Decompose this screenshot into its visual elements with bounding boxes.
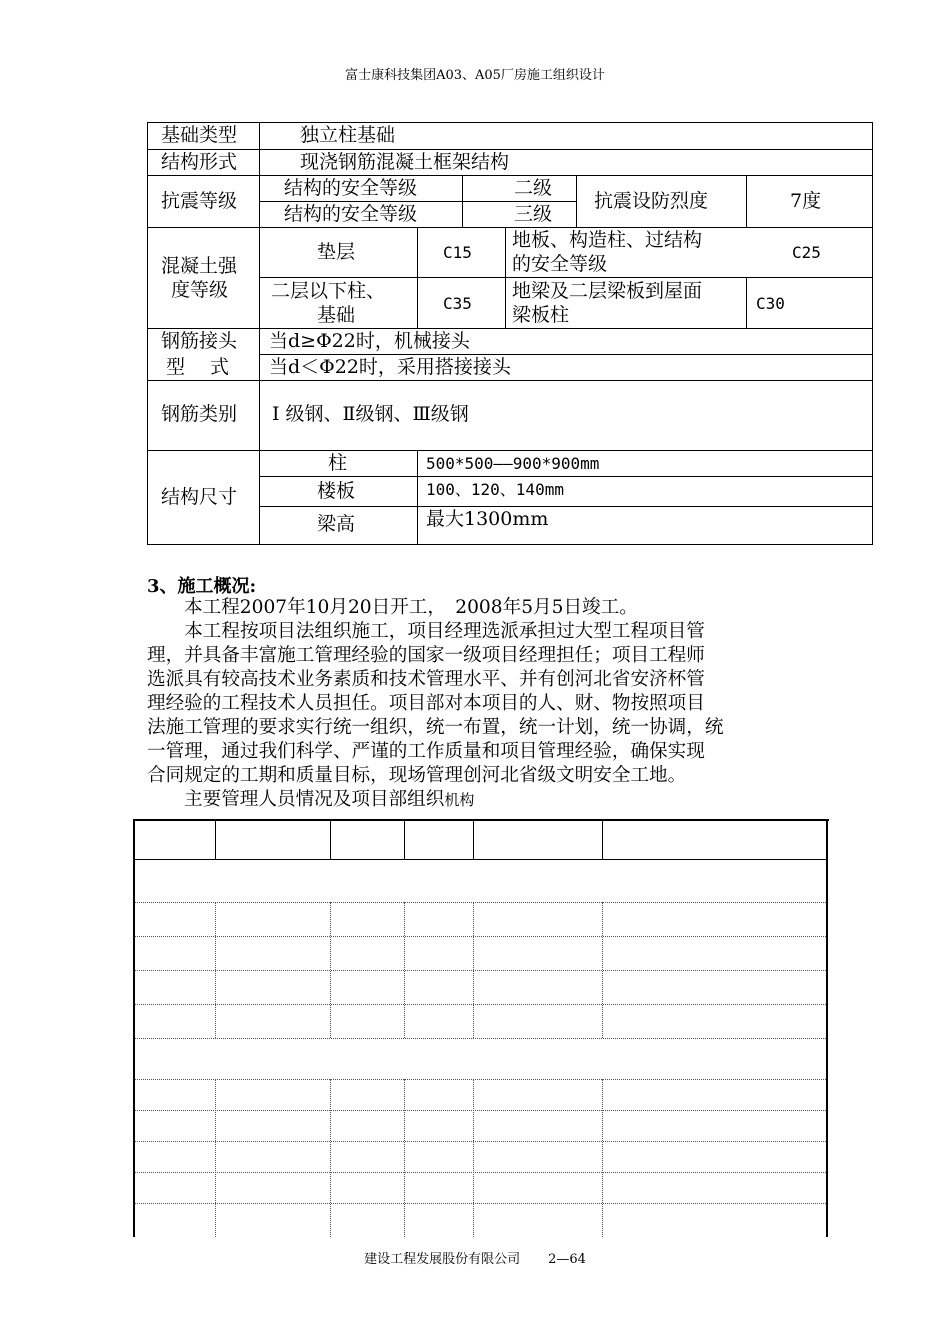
foundation-type-value: 独立柱基础 (300, 124, 396, 146)
paragraph-line-7: 合同规定的工期和质量目标，现场管理创河北省级文明安全工地。 (147, 765, 687, 786)
rebar-joint-label-line-2: 型 式 (166, 356, 230, 378)
structure-form-value: 现浇钢筋混凝土框架结构 (300, 151, 510, 173)
paragraph-org-intro (147, 788, 807, 812)
concrete-r2-grade: C35 (443, 294, 472, 313)
rebar-joint-row-2: 当d＜Φ22时，采用搭接接头 (269, 356, 511, 378)
size-row-2-label: 楼板 (317, 480, 356, 502)
rebar-type-label: 钢筋类别 (161, 403, 238, 425)
concrete-r2-name-line-2: 基础 (317, 304, 356, 326)
seismic-label: 抗震等级 (161, 190, 238, 212)
seismic-intensity-value: 7度 (790, 190, 822, 212)
section-title: 3、施工概况: (147, 576, 257, 597)
concrete-r1-grade: C15 (443, 243, 472, 262)
page-footer (0, 1248, 950, 1267)
rebar-type-value: Ⅰ 级钢、Ⅱ级钢、Ⅲ级钢 (272, 403, 469, 425)
structure-form-label: 结构形式 (161, 151, 238, 173)
size-row-1-label: 柱 (328, 452, 348, 474)
footer-company: 建设工程发展股份有限公司 (364, 1252, 521, 1267)
foundation-type-label: 基础类型 (161, 124, 238, 146)
seismic-row-2-value: 三级 (514, 203, 553, 225)
seismic-row-1-label: 结构的安全等级 (284, 177, 418, 199)
paragraph-line-3: 选派具有较高技术业务素质和技术管理水平、并有创河北省安济杯管 (147, 669, 705, 690)
concrete-label-line-1: 混凝土强 (161, 255, 238, 277)
seismic-row-2-label: 结构的安全等级 (284, 203, 418, 225)
concrete-r1-grade2: C25 (792, 243, 821, 262)
size-row-2-value: 100、120、140mm (426, 480, 564, 499)
size-row-1-value: 500*500——900*900mm (426, 454, 600, 473)
concrete-r2-name-line-1: 二层以下柱、 (271, 280, 386, 302)
rebar-joint-label-line-1: 钢筋接头 (161, 330, 238, 352)
size-row-3-label: 梁高 (317, 513, 356, 535)
concrete-r2-name2-line-2: 梁板柱 (512, 304, 570, 326)
concrete-r1-name2-line-2: 的安全等级 (512, 253, 608, 275)
paragraph-line-2: 理，并具备丰富施工管理经验的国家一级项目经理担任；项目工程师 (147, 645, 705, 666)
page-header: 富士康科技集团A03、A05厂房施工组织设计 (345, 68, 605, 83)
concrete-r2-name2-line-1: 地梁及二层梁板到屋面 (512, 280, 703, 302)
paragraph-line-5: 法施工管理的要求实行统一组织，统一布置，统一计划，统一协调，统 (147, 717, 724, 738)
org-intro-text: 主要管理人员情况及项目部组织 (184, 789, 445, 810)
structure-size-label: 结构尺寸 (161, 486, 238, 508)
footer-page-number: 2—64 (548, 1252, 586, 1267)
paragraph-line-1: 本工程按项目法组织施工，项目经理选派承担过大型工程项目管 (147, 621, 705, 642)
seismic-intensity-label: 抗震设防烈度 (594, 190, 709, 212)
rebar-joint-row-1: 当d≥Φ22时，机械接头 (269, 330, 470, 352)
concrete-r1-name: 垫层 (317, 241, 356, 263)
concrete-r2-grade2: C30 (756, 294, 785, 313)
paragraph-dates: 本工程2007年10月20日开工， 2008年5月5日竣工。 (184, 597, 638, 618)
org-intro-small-text: 机构 (444, 791, 475, 809)
size-row-3-value: 最大1300mm (426, 508, 549, 530)
paragraph-line-6: 一管理，通过我们科学、严谨的工作质量和项目管理经验，确保实现 (147, 741, 705, 762)
paragraph-line-4: 理经验的工程技术人员担任。项目部对本项目的人、财、物按照项目 (147, 693, 705, 714)
concrete-label-line-2: 度等级 (171, 279, 229, 301)
concrete-r1-name2-line-1: 地板、构造柱、过结构 (512, 229, 703, 251)
section-body (147, 596, 807, 812)
seismic-row-1-value: 二级 (514, 177, 553, 199)
